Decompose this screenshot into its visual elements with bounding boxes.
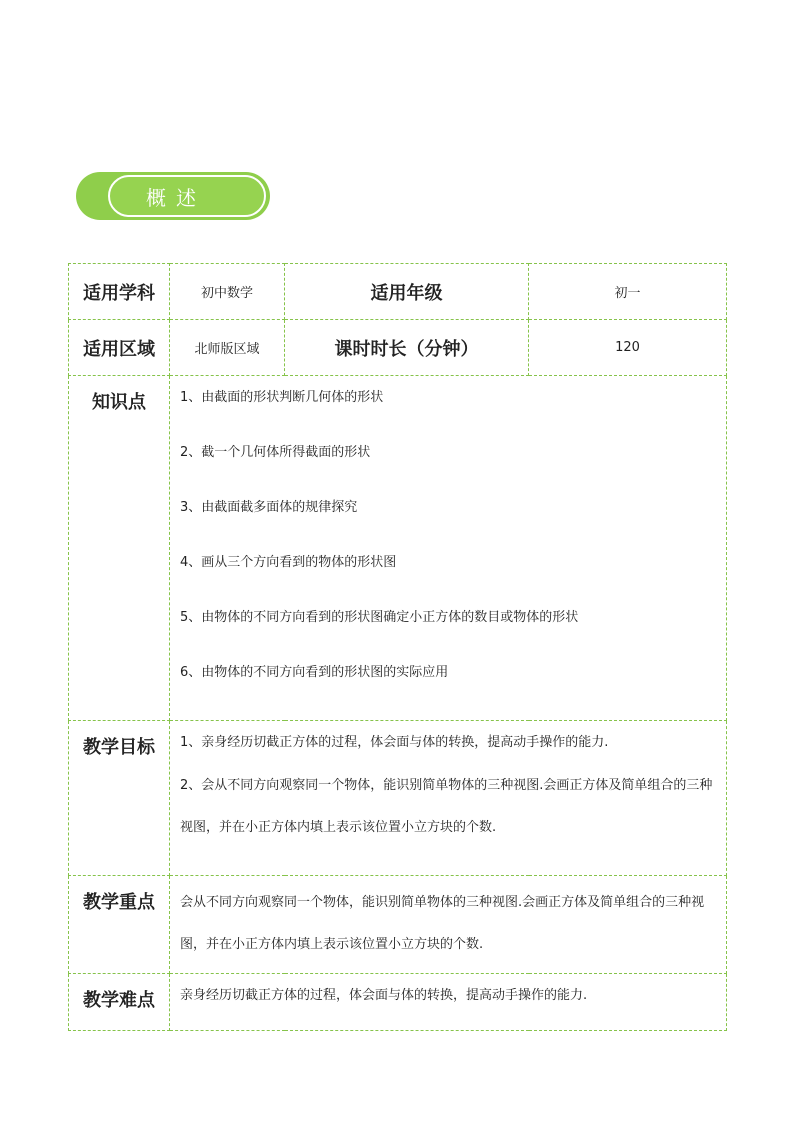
list-item: 3、由截面截多面体的规律探究: [180, 500, 358, 515]
knowledge-label-cell: [69, 376, 170, 721]
list-item: 1、亲身经历切截正方体的过程，体会面与体的转换，提高动手操作的能力.: [180, 735, 609, 750]
goals-label-cell: [69, 721, 170, 876]
difficulties-label-cell: [69, 974, 170, 1031]
table-row-key-points: [69, 876, 727, 974]
key-points-content-cell: [170, 876, 727, 974]
table-row-goals: [69, 721, 727, 876]
table-row-difficulties: [69, 974, 727, 1031]
goals-list: [170, 721, 726, 849]
list-item: 2、会从不同方向观察同一个物体，能识别简单物体的三种视图.会画正方体及简单组合的三种视图，并在小正方体内填上表示该位置小立方块的个数.: [180, 778, 713, 835]
overview-table: [68, 263, 727, 1031]
difficulties-label: 教学难点: [83, 990, 155, 1011]
key-points-text: 会从不同方向观察同一个物体，能识别简单物体的三种视图.会画正方体及简单组合的三种视图，并在小正方体内填上表示该位置小立方块的个数.: [180, 895, 705, 952]
section-header: [76, 172, 270, 220]
goals-content-cell: [170, 721, 727, 876]
duration-value-cell: [529, 320, 727, 376]
key-points-label-cell: [69, 876, 170, 974]
subject-value-cell: [170, 264, 285, 320]
list-item: 4、画从三个方向看到的物体的形状图: [180, 555, 397, 570]
table-row-subject: [69, 264, 727, 320]
knowledge-list: [170, 376, 726, 720]
list-item: 5、由物体的不同方向看到的形状图确定小正方体的数目或物体的形状: [180, 610, 579, 625]
list-item: 1、由截面的形状判断几何体的形状: [180, 390, 384, 405]
region-label-cell: [69, 320, 170, 376]
section-title: 概述: [146, 186, 206, 210]
difficulties-content-cell: [170, 974, 727, 1031]
duration-label-cell: [285, 320, 529, 376]
region-value: 北师版区域: [194, 342, 260, 357]
knowledge-label: 知识点: [92, 392, 146, 413]
difficulties-text: 亲身经历切截正方体的过程，体会面与体的转换，提高动手操作的能力.: [180, 988, 588, 1003]
table-row-knowledge: [69, 376, 727, 721]
list-item: 6、由物体的不同方向看到的形状图的实际应用: [180, 665, 449, 680]
goals-label: 教学目标: [83, 737, 155, 758]
region-label: 适用区域: [83, 338, 155, 360]
region-value-cell: [170, 320, 285, 376]
list-item: 2、截一个几何体所得截面的形状: [180, 445, 371, 460]
subject-value: 初中数学: [200, 286, 253, 301]
key-points-label: 教学重点: [83, 892, 155, 913]
grade-label-cell: [285, 264, 529, 320]
knowledge-content-cell: [170, 376, 727, 721]
duration-value: 120: [615, 340, 640, 355]
duration-label: 课时时长（分钟）: [334, 338, 479, 360]
subject-label: 适用学科: [83, 282, 155, 304]
table-row-region: [69, 320, 727, 376]
grade-value-cell: [529, 264, 727, 320]
grade-value: 初一: [614, 286, 641, 301]
subject-label-cell: [69, 264, 170, 320]
grade-label: 适用年级: [370, 282, 443, 304]
